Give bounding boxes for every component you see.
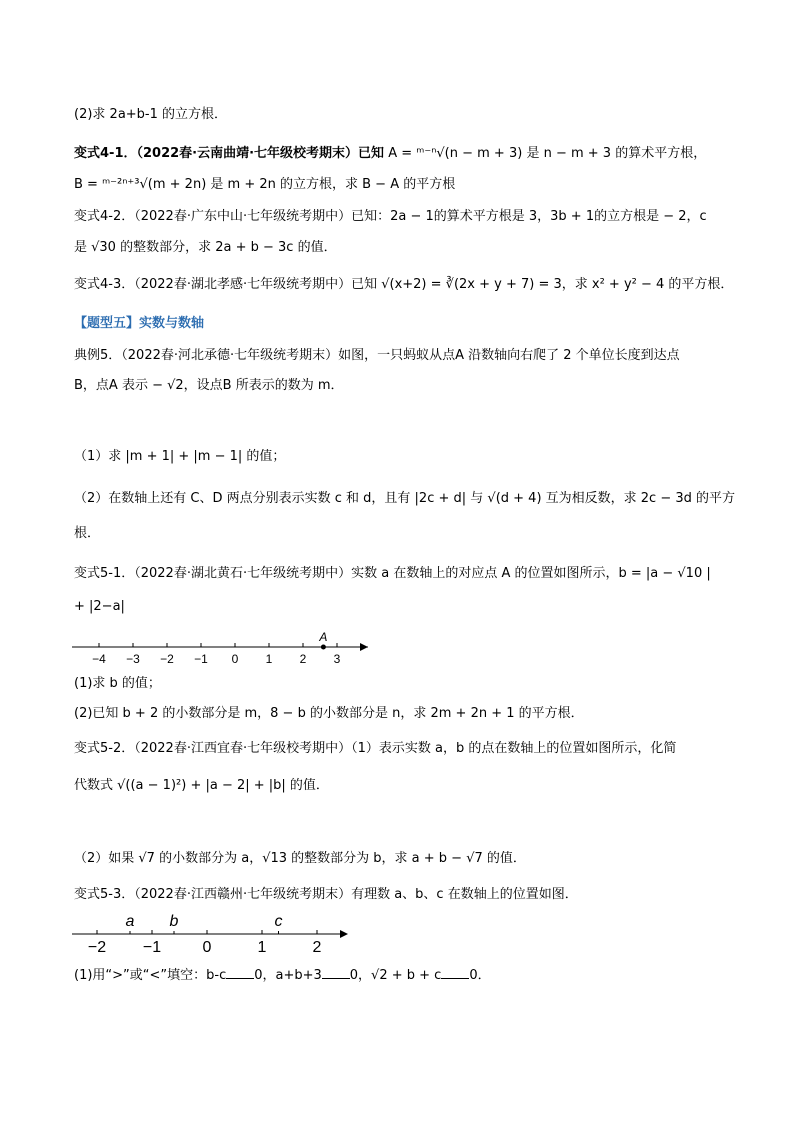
- answer-blank-2[interactable]: [322, 966, 350, 979]
- number-line-1-arrow: [360, 643, 368, 651]
- number-line-2-tick-label: 0: [202, 939, 212, 956]
- variant-5-3-line: 变式5-3．（2022春·江西赣州·七年级统考期末）有理数 a、b、c 在数轴上的位置如图．: [74, 887, 578, 902]
- answer-blank-3[interactable]: [441, 966, 469, 979]
- variant-5-2-q2: （2）如果 √7 的小数部分为 a，√13 的整数部分为 b，求 a + b − √7 的值．: [74, 851, 526, 866]
- number-line-1-tick-label: −3: [126, 652, 140, 666]
- variant-5-1-q1: (1)求 b 的值；: [74, 676, 161, 691]
- number-line-2-label-c: c: [274, 913, 283, 930]
- example-5-line1: 典例5．（2022春·河北承德·七年级统考期末）如图，一只蚂蚁从点A 沿数轴向右爬了 2 个单位长度到达点: [74, 348, 680, 363]
- number-line-1-tick-label: 2: [299, 652, 307, 666]
- variant-4-2-line2: 是 √30 的整数部分，求 2a + b − 3c 的值．: [74, 240, 337, 255]
- number-line-2-tick-label: −1: [142, 939, 162, 956]
- example-5-q2-line1: （2）在数轴上还有 C、D 两点分别表示实数 c 和 d，且有 |2c + d| 与 √(d + 4) 互为相反数，求 2c − 3d 的平方: [74, 491, 736, 506]
- number-line-2-label-b: b: [169, 913, 179, 930]
- variant-4-1-expr-a: A = ᵐ⁻ⁿ√(n − m + 3): [388, 146, 523, 161]
- variant-5-1-line2: + |2−a|: [74, 599, 125, 614]
- variant-5-1-q2: (2)已知 b + 2 的小数部分是 m，8 − b 的小数部分是 n，求 2m + 2n + 1 的平方根．: [74, 706, 584, 721]
- variant-4-1-mid: 是 n − m + 3 的算术平方根，: [526, 146, 707, 161]
- variant-4-1-expr-b: B = ᵐ⁻²ⁿ⁺³√(m + 2n): [74, 177, 207, 192]
- variant-4-3-line: 变式4-3．（2022春·湖北孝感·七年级统考期中）已知 √(x+2) = ∛(2x + y + 7) = 3，求 x² + y² − 4 的平方根．: [74, 277, 734, 292]
- variant-4-1-line2: [74, 176, 455, 194]
- variant-5-3-q1: [74, 966, 491, 985]
- example-5-line2: B，点A 表示 − √2，设点B 所表示的数为 m．: [74, 378, 344, 393]
- number-line-1-point-a: [321, 645, 326, 650]
- fill-prompt-1: (1)用“>”或“<”填空：b-c: [74, 968, 227, 983]
- fill-prompt-3: 0，√2 + b + c: [349, 968, 442, 983]
- number-line-2-tick-label: 2: [312, 939, 322, 956]
- number-line-2-label-a: a: [125, 913, 135, 930]
- number-line-1-tick-label: −4: [92, 652, 106, 666]
- topic-5-heading: 【题型五】实数与数轴: [74, 316, 205, 331]
- number-line-2-tick-label: −2: [87, 939, 107, 956]
- number-line-1: [70, 625, 380, 670]
- number-line-1-point-label: A: [319, 630, 328, 644]
- number-line-1-tick-label: −1: [194, 652, 208, 666]
- number-line-1-tick-label: −2: [160, 652, 174, 666]
- number-line-2: [70, 908, 355, 958]
- question-2-cube-root: (2)求 2a+b-1 的立方根．: [74, 107, 228, 122]
- variant-4-1-tail: 是 m + 2n 的立方根，求 B − A 的平方根: [210, 177, 456, 192]
- variant-4-2-line1: 变式4-2．（2022春·广东中山·七年级统考期中）已知：2a − 1的算术平方根是 3，3b + 1的立方根是 − 2，c: [74, 209, 707, 224]
- variant-5-1-line1: 变式5-1．（2022春·湖北黄石·七年级统考期中）实数 a 在数轴上的对应点 A 的位置如图所示，b = |a − √10 |: [74, 566, 711, 581]
- number-line-2-tick-label: 1: [257, 939, 267, 956]
- number-line-1-tick-label: 3: [333, 652, 341, 666]
- answer-blank-1[interactable]: [226, 966, 254, 979]
- fill-prompt-4: 0．: [469, 968, 491, 983]
- variant-5-2-line2: 代数式 √((a − 1)²) + |a − 2| + |b| 的值．: [74, 778, 329, 793]
- fill-prompt-2: 0，a+b+3: [254, 968, 322, 983]
- example-5-q2-line2: 根．: [74, 526, 101, 541]
- number-line-1-tick-label: 0: [231, 652, 239, 666]
- variant-5-2-line1: 变式5-2．（2022春·江西宜春·七年级校考期中）（1）表示实数 a，b 的点在数轴上的位置如图所示，化简: [74, 741, 677, 756]
- number-line-1-tick-label: 1: [265, 652, 273, 666]
- variant-4-1-label: 变式4-1．（2022春·云南曲靖·七年级校考期末）已知: [74, 146, 385, 161]
- number-line-2-arrow: [340, 930, 348, 938]
- example-5-q1: （1）求 |m + 1| + |m − 1| 的值；: [74, 449, 286, 464]
- variant-4-1-line1: [74, 145, 706, 163]
